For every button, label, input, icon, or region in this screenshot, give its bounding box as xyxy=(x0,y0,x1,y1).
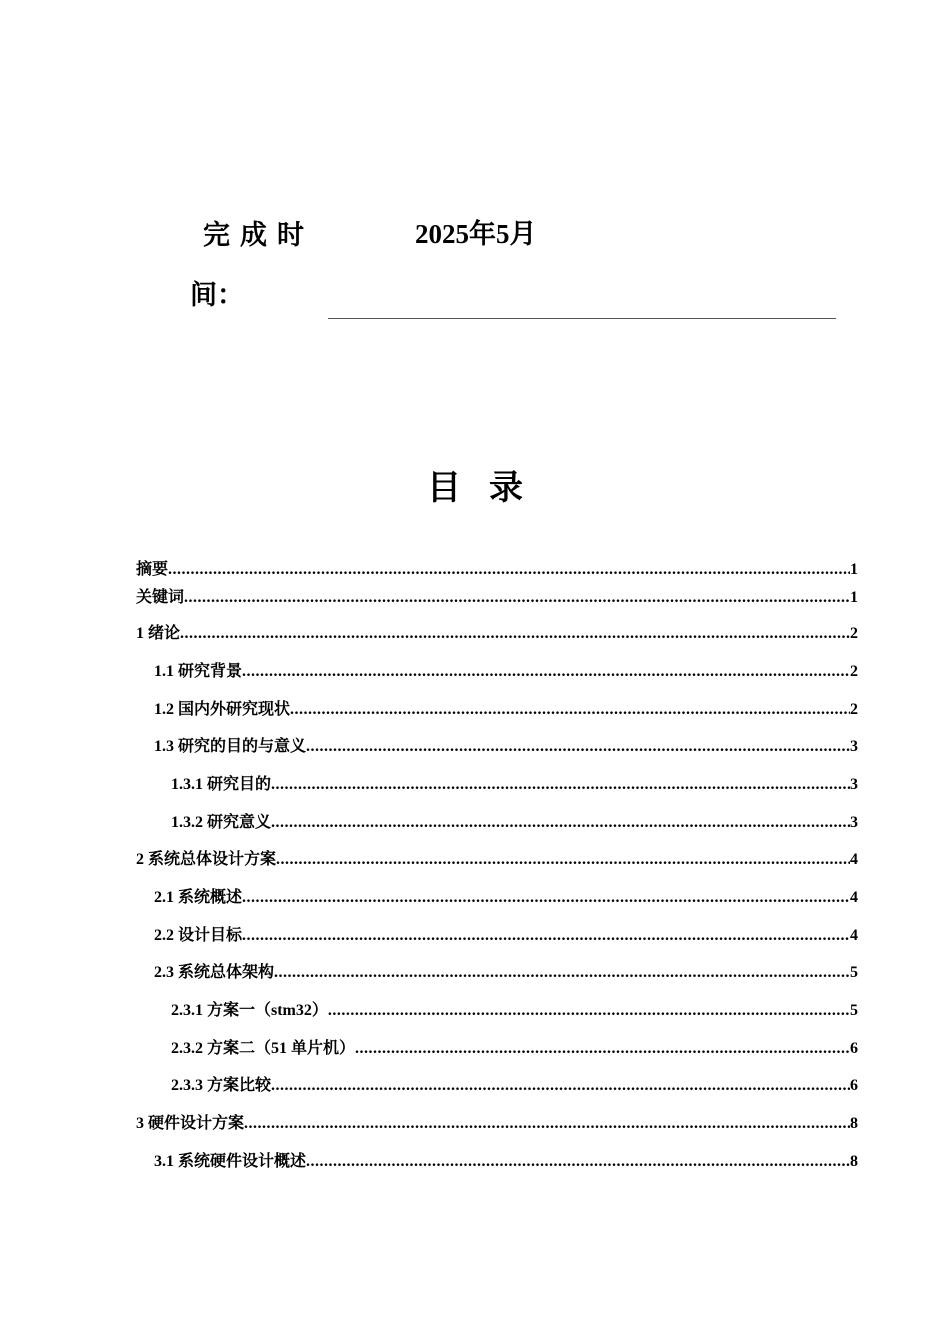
toc-page-number: 5 xyxy=(850,1002,858,1019)
toc-entry[interactable] xyxy=(154,662,858,682)
toc-leader-dots xyxy=(276,850,850,870)
toc-entry[interactable] xyxy=(136,588,858,608)
toc-leader-dots xyxy=(306,1152,850,1172)
toc-leader-dots xyxy=(242,926,850,946)
toc-entry-text: 2.3 系统总体架构 xyxy=(154,964,275,981)
toc-page-number: 5 xyxy=(850,964,858,981)
toc-page-number: 3 xyxy=(850,814,858,831)
toc-leader-dots xyxy=(242,888,850,908)
toc-page-number: 3 xyxy=(850,738,858,755)
toc-entry-text: 关键词 xyxy=(136,589,185,606)
toc-entry-text: 2.3.2 方案二（51 单片机） xyxy=(171,1040,356,1057)
toc-page-number: 2 xyxy=(850,625,858,642)
toc-entry[interactable] xyxy=(171,1039,858,1059)
toc-leader-dots xyxy=(355,1039,850,1059)
toc-entry[interactable] xyxy=(154,1152,858,1172)
toc-leader-dots xyxy=(242,662,850,682)
toc-entry[interactable] xyxy=(136,624,858,644)
toc-leader-dots xyxy=(306,737,850,757)
toc-entry-text: 2 系统总体设计方案 xyxy=(136,851,277,868)
toc-leader-dots xyxy=(244,1114,850,1134)
toc-page-number: 8 xyxy=(850,1115,858,1132)
toc-entry[interactable] xyxy=(154,737,858,757)
toc-leader-dots xyxy=(168,560,850,580)
toc-leader-dots xyxy=(271,775,850,795)
toc-entry[interactable] xyxy=(136,1114,858,1134)
toc-title: 目录 xyxy=(427,470,551,507)
toc-page-number: 2 xyxy=(850,701,858,718)
toc-entry-text: 3 硬件设计方案 xyxy=(136,1115,245,1132)
toc-page-number: 3 xyxy=(850,776,858,793)
completion-time-value: 2025年5月 xyxy=(415,219,537,249)
toc-page-number: 1 xyxy=(850,561,858,578)
toc-entry[interactable] xyxy=(171,1001,858,1021)
toc-entry-text: 2.1 系统概述 xyxy=(154,889,243,906)
toc-page-number: 4 xyxy=(850,851,858,868)
toc-entry[interactable] xyxy=(171,1076,858,1096)
toc-entry[interactable] xyxy=(136,560,858,580)
toc-entry-text: 3.1 系统硬件设计概述 xyxy=(154,1153,307,1170)
toc-leader-dots xyxy=(271,813,850,833)
toc-entry[interactable] xyxy=(154,963,858,983)
toc-leader-dots xyxy=(271,1076,850,1096)
toc-leader-dots xyxy=(184,588,850,608)
toc-page-number: 8 xyxy=(850,1153,858,1170)
toc-leader-dots xyxy=(290,700,850,720)
toc-entry-text: 1.3.2 研究意义 xyxy=(171,814,272,831)
toc-entry[interactable] xyxy=(154,700,858,720)
toc-page-number: 4 xyxy=(850,927,858,944)
toc-leader-dots xyxy=(180,624,850,644)
toc-entry-text: 1.3 研究的目的与意义 xyxy=(154,738,307,755)
toc-page-number: 2 xyxy=(850,663,858,680)
toc-leader-dots xyxy=(328,1001,850,1021)
toc-page-number: 6 xyxy=(850,1077,858,1094)
completion-time-label: 完成时 xyxy=(203,220,314,250)
completion-time-label-continued: 间： xyxy=(190,280,244,310)
toc-entry-text: 1.3.1 研究目的 xyxy=(171,776,272,793)
toc-entry-text: 1.1 研究背景 xyxy=(154,663,243,680)
toc-entry-text: 2.2 设计目标 xyxy=(154,927,243,944)
toc-entry[interactable] xyxy=(154,926,858,946)
toc-entry-text: 1 绪论 xyxy=(136,625,181,642)
toc-page-number: 1 xyxy=(850,589,858,606)
toc-entry-text: 2.3.1 方案一（stm32） xyxy=(171,1002,328,1019)
toc-entry[interactable] xyxy=(171,813,858,833)
toc-entry[interactable] xyxy=(154,888,858,908)
toc-entry[interactable] xyxy=(136,850,858,870)
toc-entry-text: 2.3.3 方案比较 xyxy=(171,1077,272,1094)
completion-time-underline xyxy=(328,318,836,319)
toc-entry-text: 1.2 国内外研究现状 xyxy=(154,701,291,718)
toc-entry[interactable] xyxy=(171,775,858,795)
toc-entry-text: 摘要 xyxy=(136,561,169,578)
toc-page-number: 6 xyxy=(850,1040,858,1057)
toc-page-number: 4 xyxy=(850,889,858,906)
toc-leader-dots xyxy=(274,963,850,983)
